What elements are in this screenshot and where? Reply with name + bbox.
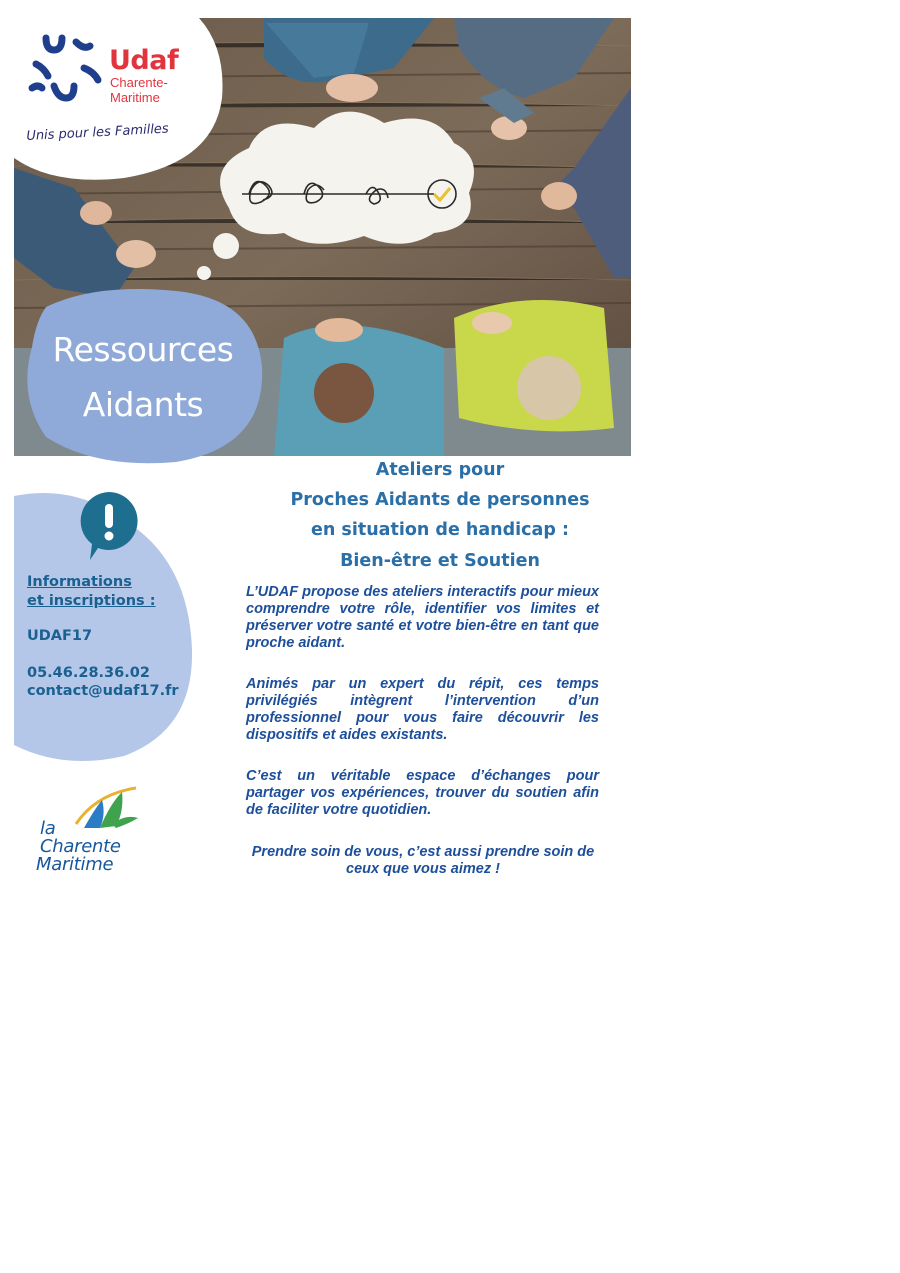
title-line3: en situation de handicap :	[311, 520, 569, 540]
udaf-tagline: Unis pour les Familles	[26, 121, 170, 144]
badge-line2: Aidants	[82, 385, 204, 424]
body-paragraph-2: Animés par un expert du répit, ces temps privilégiés intègrent l’intervention d’un professionnel pour vous faire découvrir les dispositifs et aides existants.	[246, 676, 599, 743]
udaf-brand: Udaf	[109, 45, 179, 76]
udaf-region-line2: Maritime	[110, 90, 160, 105]
info-heading-line2: et inscriptions :	[27, 593, 156, 609]
title-line2: Proches Aidants de personnes	[290, 490, 590, 510]
cm-line1: la	[40, 818, 56, 839]
body-paragraph-3: C’est un véritable espace d’échanges pour partager vos expériences, trouver du soutien afin de faciliter votre quotidien.	[246, 768, 599, 818]
badge-line1: Ressources	[52, 330, 234, 369]
udaf-logo	[14, 18, 224, 180]
birds-logo-icon	[66, 784, 146, 834]
info-email[interactable]: contact@udaf17.fr	[27, 683, 179, 699]
charente-maritime-logo	[36, 784, 146, 884]
exclamation-bubble-icon	[78, 490, 140, 562]
info-org: UDAF17	[27, 628, 93, 644]
cm-line2: Charente	[40, 836, 121, 857]
body-paragraph-1: L’UDAF propose des ateliers interactifs pour mieux comprendre votre rôle, identifier vos limites et préserver votre santé et votre bien-être en tant que proche aidant.	[246, 584, 599, 651]
title-line1: Ateliers pour	[375, 460, 505, 480]
info-heading-line1: Informations	[27, 574, 132, 590]
udaf-symbol-icon	[24, 28, 104, 108]
udaf-region-line1: Charente-	[110, 75, 168, 90]
cm-line3: Maritime	[36, 854, 114, 875]
closing-line: Prendre soin de vous, c’est aussi prendre soin de ceux que vous aimez !	[251, 844, 595, 877]
info-phone[interactable]: 05.46.28.36.02	[27, 665, 150, 681]
title-line4: Bien-être et Soutien	[340, 551, 540, 571]
